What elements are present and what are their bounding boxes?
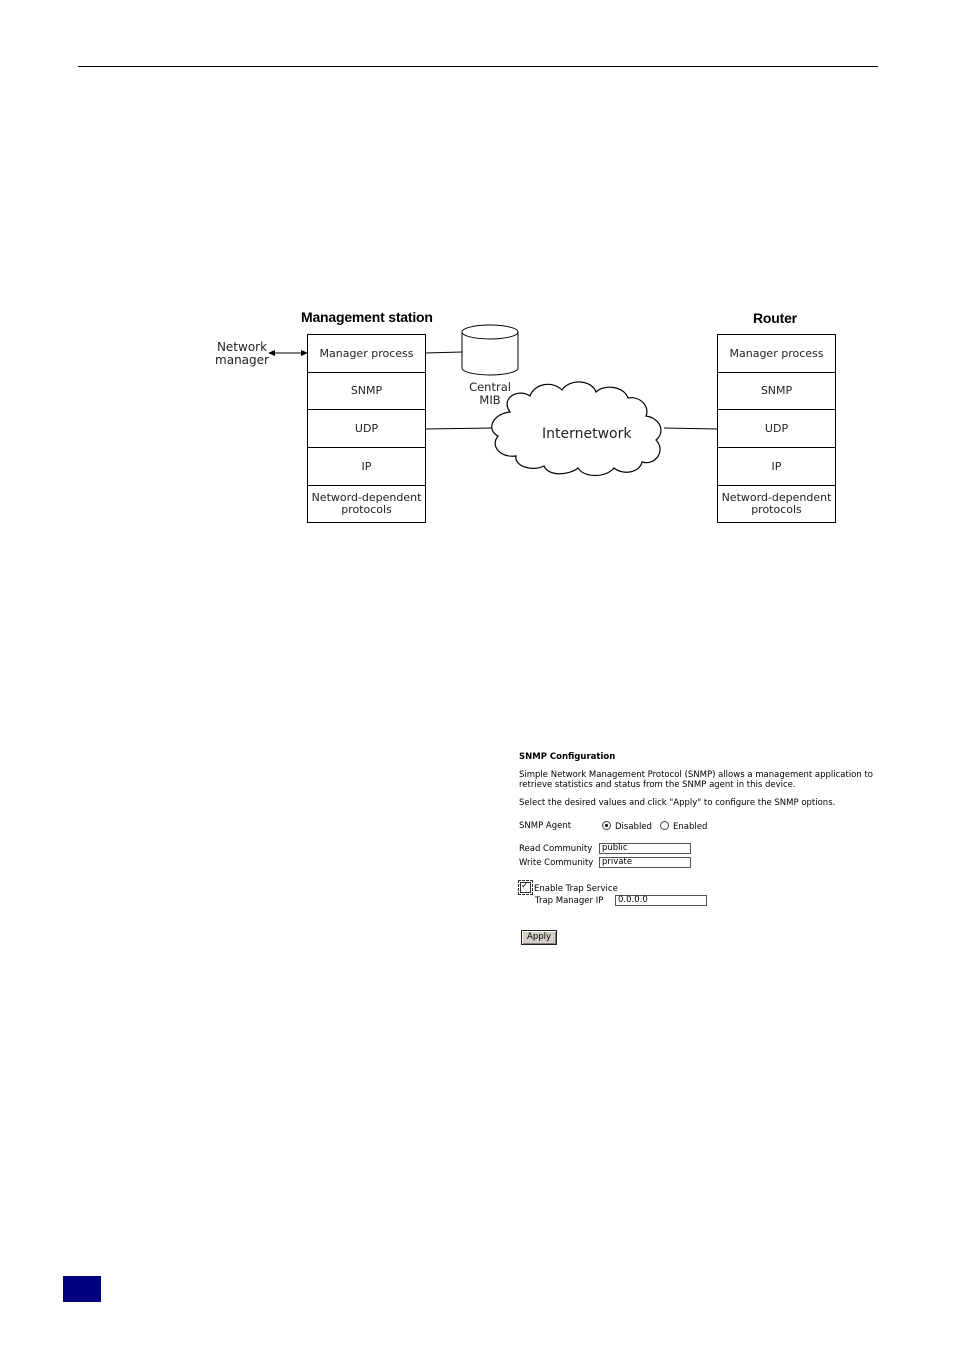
write-community-input[interactable]: private <box>599 857 691 868</box>
mib-cylinder-icon <box>462 325 518 375</box>
trap-manager-ip-label: Trap Manager IP <box>535 896 604 906</box>
form-description-line2: retrieve statistics and status from the SNMP agent in this device. <box>519 780 796 790</box>
stack-layer-network-dependent: Netword-dependent protocols <box>721 491 832 516</box>
router-title: Router <box>753 310 797 326</box>
trap-manager-ip-input[interactable]: 0.0.0.0 <box>615 895 707 906</box>
snmp-architecture-diagram <box>200 300 850 540</box>
router-stack <box>717 334 836 523</box>
stack-layer-snmp: SNMP <box>308 373 425 410</box>
read-community-label: Read Community <box>519 844 593 854</box>
management-station-title: Management station <box>301 309 433 325</box>
header-rule <box>78 66 878 67</box>
page-number-box <box>63 1276 101 1302</box>
stack-layer-udp: UDP <box>718 410 835 448</box>
management-station-stack <box>307 334 426 523</box>
form-instruction: Select the desired values and click "Apply" to configure the SNMP options. <box>519 798 836 808</box>
read-community-input[interactable]: public <box>599 843 691 854</box>
network-manager-label: Network manager <box>215 340 269 367</box>
stack-layer-manager-process: Manager process <box>718 335 835 373</box>
stack-layer-ip: IP <box>718 448 835 486</box>
write-community-label: Write Community <box>519 858 594 868</box>
stack-layer-snmp: SNMP <box>718 373 835 410</box>
left-udp-link <box>425 428 494 429</box>
form-description-line1: Simple Network Management Protocol (SNMP) allows a management application to <box>519 770 874 780</box>
radio-enabled[interactable] <box>660 821 669 830</box>
stack-layer-udp: UDP <box>308 410 425 448</box>
apply-button[interactable]: Apply <box>521 930 557 945</box>
enable-trap-checkbox[interactable] <box>520 882 531 893</box>
stack-layer-manager-process: Manager process <box>308 335 425 373</box>
snmp-agent-disabled-option[interactable]: Disabled <box>602 821 652 832</box>
stack-layer-ip: IP <box>308 448 425 486</box>
form-title: SNMP Configuration <box>519 752 616 762</box>
central-mib-label: Central MIB <box>469 380 511 407</box>
snmp-agent-enabled-option[interactable]: Enabled <box>660 821 707 832</box>
mib-link-line <box>425 352 462 353</box>
right-udp-link <box>664 428 718 429</box>
internetwork-label: Internetwork <box>542 426 632 442</box>
snmp-agent-label: SNMP Agent <box>519 821 572 831</box>
radio-disabled[interactable] <box>602 821 611 830</box>
stack-layer-network-dependent: Netword-dependent protocols <box>311 491 422 516</box>
enable-trap-service[interactable]: ✓Enable Trap Service <box>520 882 618 894</box>
